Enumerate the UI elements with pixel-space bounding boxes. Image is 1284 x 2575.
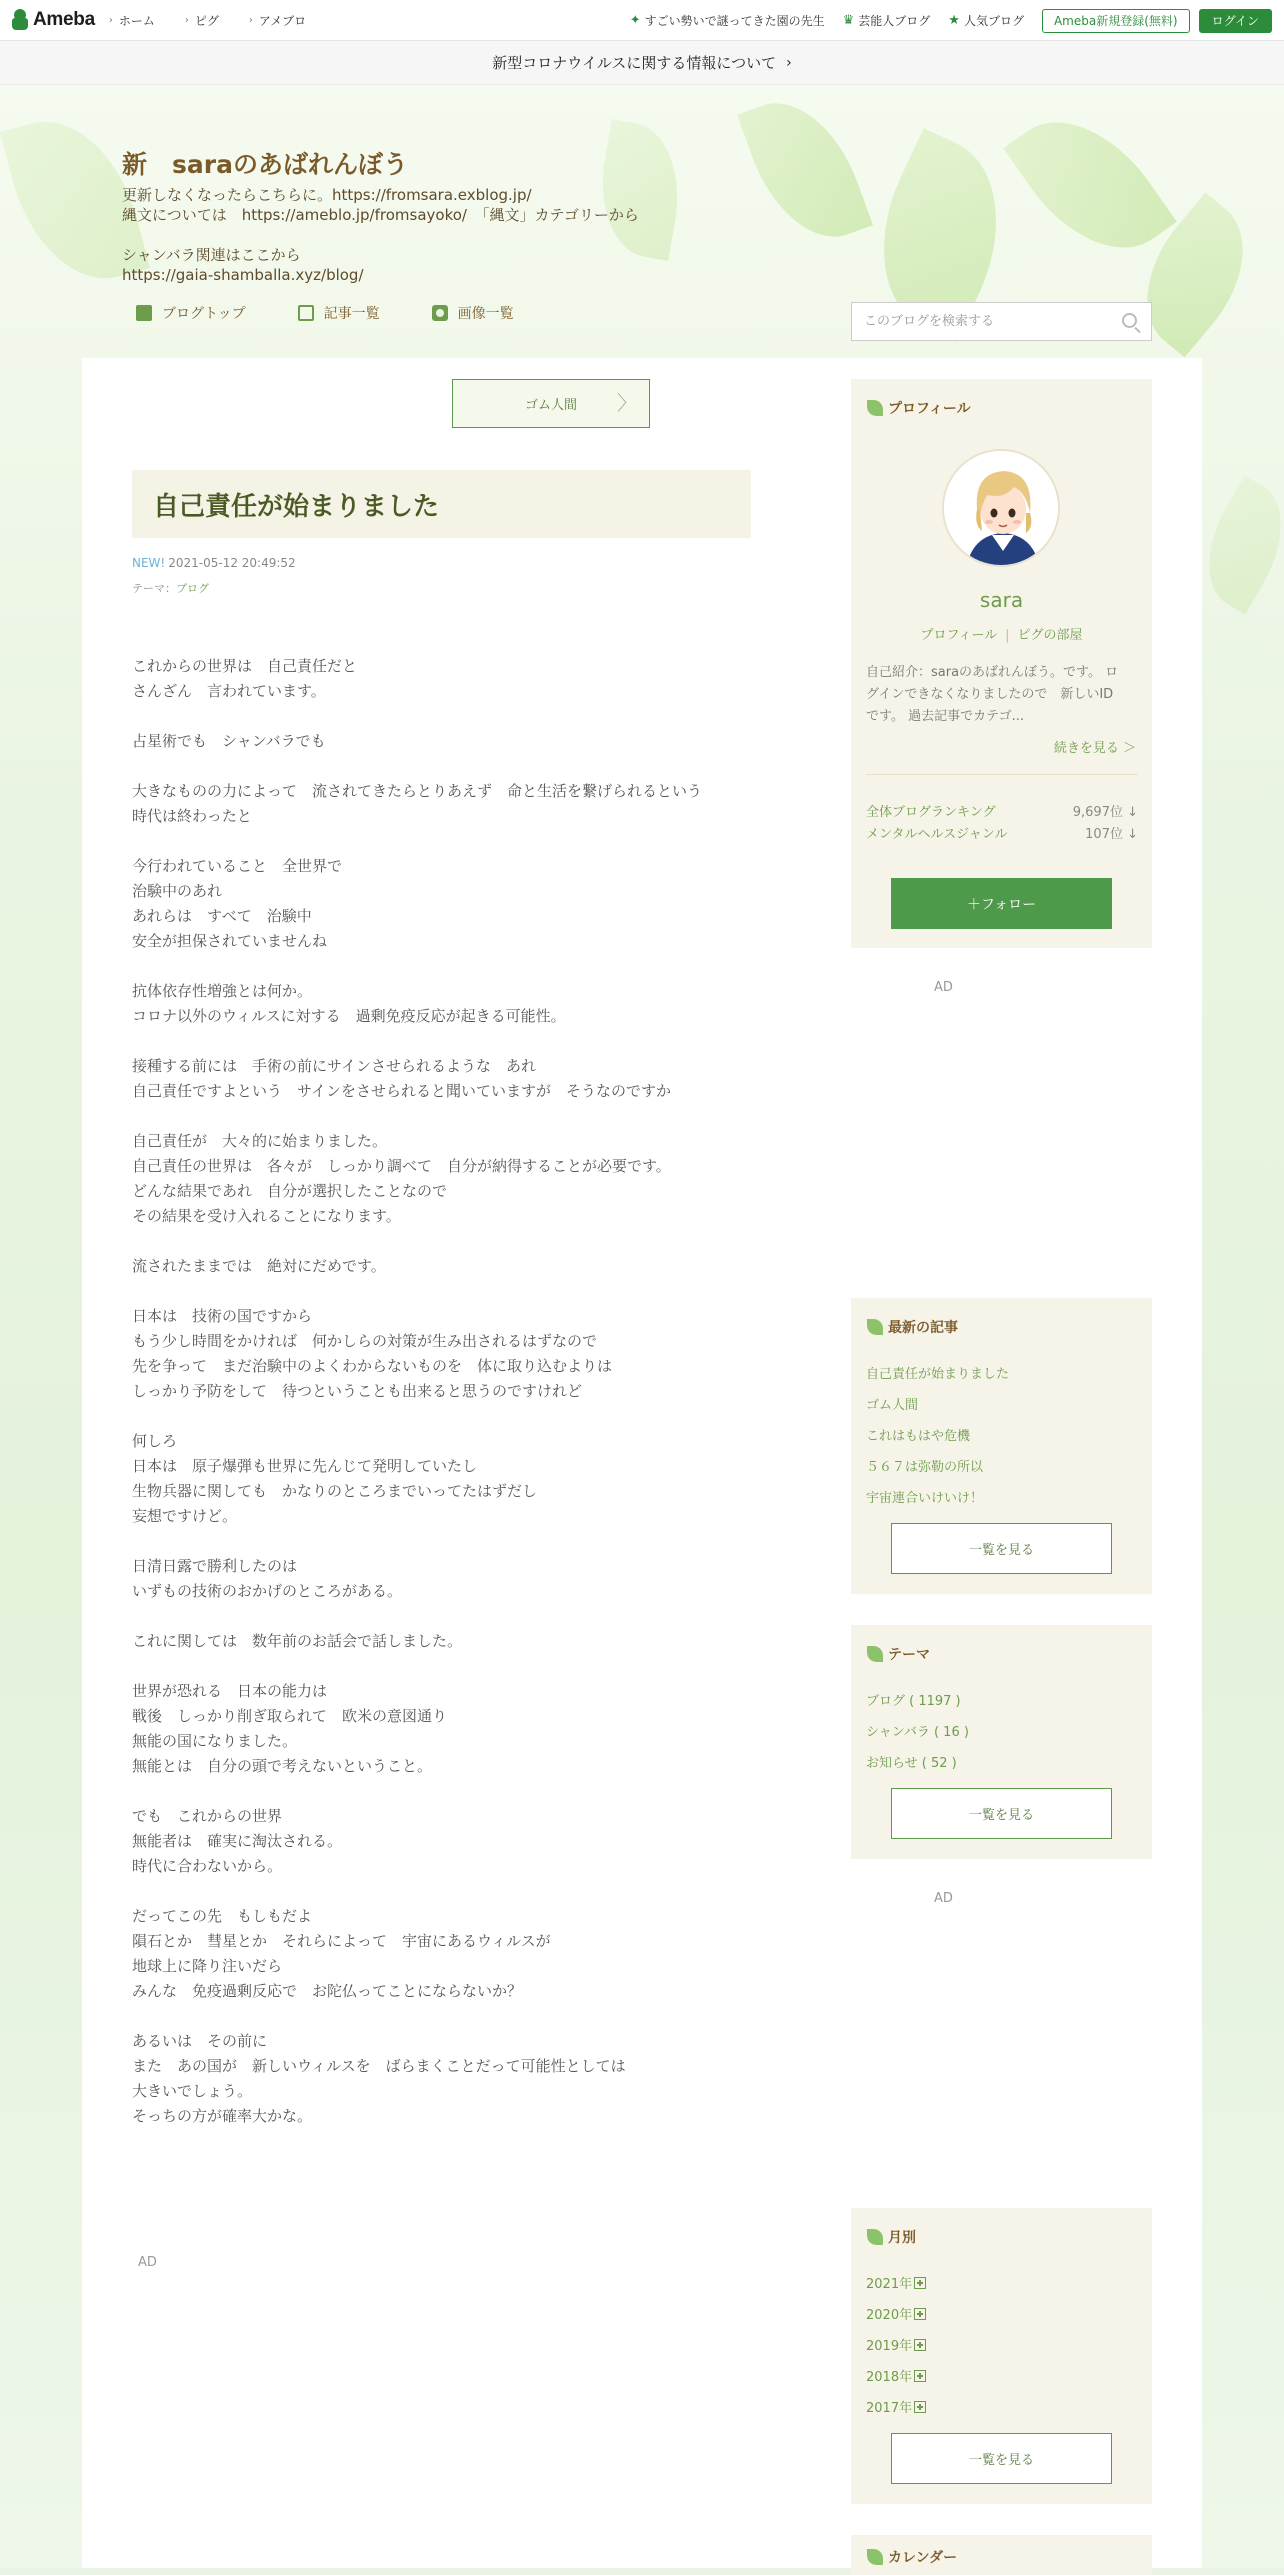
- entry-body-line: その結果を受け入れることになります。: [132, 1207, 401, 1225]
- recent-entries-heading-label: 最新の記事: [888, 1320, 958, 1336]
- entry-body-line: 妄想ですけど。: [132, 1507, 238, 1525]
- recent-entry-link[interactable]: これはもはや危機: [866, 1429, 971, 1444]
- entry-body-line: [132, 1654, 772, 1679]
- blog-description-line: シャンバラ関連はここから: [122, 246, 301, 264]
- entry-body-line: 日本は 技術の国ですから: [132, 1307, 313, 1325]
- themes-more-button[interactable]: 一覧を見る: [891, 1788, 1112, 1839]
- entry-body-line: さんざん 言われています。: [132, 682, 326, 700]
- calendar-heading: [867, 2547, 957, 2567]
- register-button[interactable]: Ameba新規登録(無料): [1042, 9, 1190, 33]
- divider: |: [1005, 628, 1010, 643]
- leaf-icon: [867, 2549, 883, 2565]
- theme-link[interactable]: ブログ ( 1197 ): [866, 1694, 961, 1709]
- ranking-label: メンタルヘルスジャンル: [866, 827, 1008, 842]
- entry-body-line: [132, 704, 772, 729]
- header-link-popular-label: 人気ブログ: [963, 14, 1024, 28]
- entry-body-line: 無能とは 自分の頭で考えないということ。: [132, 1757, 433, 1775]
- monthly-archive-more-button[interactable]: 一覧を見る: [891, 2433, 1112, 2484]
- nav-pigg-label: ピグ: [194, 13, 219, 28]
- entry-body-line: [132, 1779, 772, 1804]
- sparkle-icon: ✦: [629, 13, 641, 28]
- document-icon: [136, 305, 152, 321]
- nav-home[interactable]: [109, 12, 155, 29]
- theme-link[interactable]: お知らせ ( 52 ): [866, 1756, 957, 1771]
- blog-nav-top[interactable]: [136, 303, 246, 323]
- nav-pigg[interactable]: [185, 12, 219, 29]
- ranking-label: 全体ブログランキング: [866, 805, 996, 820]
- expand-plus-icon[interactable]: [914, 2401, 926, 2413]
- month-label: 2019年: [866, 2339, 913, 2354]
- entry-body-line: 今行われていること 全世界で: [132, 857, 343, 875]
- entry-theme-link[interactable]: ブログ: [176, 582, 209, 595]
- monthly-archive-heading: [867, 2227, 916, 2247]
- entry-body-line: 流されたままでは 絶対にだめです。: [132, 1257, 386, 1275]
- entry-body-line: しっかり予防をして 待つということも出来ると思うのですけれど: [132, 1382, 583, 1400]
- entry-body-line: 何しろ: [132, 1432, 178, 1450]
- pigg-room-link[interactable]: ピグの部屋: [1017, 628, 1083, 643]
- search-icon[interactable]: [1122, 313, 1137, 328]
- themes-heading-label: テーマ: [888, 1647, 930, 1663]
- entry-body-line: あるいは その前に: [132, 2032, 268, 2050]
- header-link-celebrity[interactable]: [843, 12, 931, 29]
- blog-nav: [136, 303, 566, 323]
- profile-read-more-link[interactable]: 続きを見る ＞: [1053, 741, 1136, 756]
- entry-body-line: 安全が担保されていませんね: [132, 932, 328, 950]
- blog-nav-images-label: 画像一覧: [457, 306, 514, 322]
- month-label: 2020年: [866, 2308, 913, 2323]
- blog-description-line: 縄文については https://ameblo.jp/fromsayoko/ 「縄文」カテゴリーから: [122, 206, 639, 224]
- profile-description-line: 自己紹介：saraのあばれんぼう。です。 ロ: [866, 665, 1119, 680]
- avatar-illustration-icon: [944, 451, 1060, 567]
- ameba-logo[interactable]: [12, 9, 95, 31]
- ranking-value: 9,697位 ↓: [1072, 805, 1138, 820]
- chevron-right-icon: ›: [108, 14, 113, 26]
- expand-plus-icon[interactable]: [914, 2277, 926, 2289]
- entry-body-line: これからの世界は 自己責任だと: [132, 657, 358, 675]
- recent-entry-link[interactable]: ゴム人間: [866, 1398, 919, 1413]
- profile-description-line: グインできなくなりましたので 新しいID: [866, 687, 1114, 702]
- blog-nav-entries[interactable]: [298, 303, 380, 323]
- nav-home-label: ホーム: [118, 13, 155, 28]
- calendar-box: [851, 2535, 1152, 2575]
- entry-theme: [132, 580, 209, 596]
- entry-body-line: 大きなものの力によって 流されてきたらとりあえず 命と生活を繋げられるという: [132, 782, 703, 800]
- entry-body-line: 無能の国になりました。: [132, 1732, 298, 1750]
- theme-link[interactable]: シャンバラ ( 16 ): [866, 1725, 969, 1740]
- main-container: [82, 358, 1202, 2568]
- previous-entry-button[interactable]: [452, 379, 650, 428]
- entry-body-line: 自己責任が 大々的に始まりました。: [132, 1132, 388, 1150]
- crown-icon: ♛: [842, 13, 855, 28]
- entry-title-box: [132, 470, 751, 538]
- profile-name[interactable]: sara: [979, 588, 1024, 612]
- header-link-popular[interactable]: [948, 12, 1024, 29]
- entry-body-line: [132, 2004, 772, 2029]
- ameba-mark-icon: [12, 9, 28, 31]
- ranking-overall[interactable]: [866, 801, 1138, 820]
- entry-body: [132, 654, 772, 2129]
- monthly-archive-list: [866, 2273, 926, 2428]
- entry-body-line: いずもの技術のおかげのところがある。: [132, 1582, 403, 1600]
- expand-plus-icon[interactable]: [914, 2339, 926, 2351]
- entry-body-line: 自己責任の世界は 各々が しっかり調べて 自分が納得することが必要です。: [132, 1157, 671, 1175]
- previous-entry-title: ゴム人間: [524, 398, 577, 413]
- global-nav: [109, 12, 336, 29]
- header-link-trending-label: すごい勢いで謎ってきた園の先生: [644, 14, 825, 28]
- header-links: [630, 0, 1284, 41]
- entry-body-line: 治験中のあれ: [132, 882, 223, 900]
- entry-body-line: だってこの先 もしもだよ: [132, 1907, 313, 1925]
- monthly-archive-heading-label: 月別: [888, 2230, 916, 2246]
- month-label: 2021年: [866, 2277, 913, 2292]
- entry-date: 2021-05-12 20:49:52: [168, 556, 296, 570]
- entry-body-line: これに関しては 数年前のお話会で話しました。: [132, 1632, 463, 1650]
- profile-links: [851, 624, 1152, 643]
- chevron-right-icon: ›: [184, 14, 189, 26]
- entry-body-line: 先を争って まだ治験中のよくわからないものを 体に取り込むよりは: [132, 1357, 613, 1375]
- covid-notice-text: 新型コロナウイルスに関する情報について: [492, 54, 777, 72]
- entry-body-line: [132, 1604, 772, 1629]
- ranking-value: 107位 ↓: [1085, 827, 1138, 842]
- ad-label: AD: [934, 1891, 953, 1906]
- entry-body-line: 生物兵器に関しても かなりのところまでいってたはずだし: [132, 1482, 538, 1500]
- entry-body-line: 大きいでしょう。: [132, 2082, 253, 2100]
- recent-entry-link[interactable]: 自己責任が始まりました: [866, 1367, 1010, 1382]
- leaf-icon: [867, 400, 883, 416]
- recent-entries-heading: [867, 1317, 958, 1337]
- ranking-genre[interactable]: [866, 823, 1138, 842]
- entry-theme-label: テーマ：: [132, 582, 176, 595]
- entry-title[interactable]: 自己責任が始まりました: [153, 491, 440, 522]
- recent-entries-box: [851, 1298, 1152, 1594]
- monthly-archive-box: [851, 2208, 1152, 2504]
- entry-body-line: [132, 1104, 772, 1129]
- entry-body-line: 接種する前には 手術の前にサインさせられるような あれ: [132, 1057, 536, 1075]
- entry-body-line: [132, 1279, 772, 1304]
- entry-body-line: 日本は 原子爆弾も世界に先んじて発明していたし: [132, 1457, 478, 1475]
- covid-notice-banner[interactable]: [0, 41, 1284, 85]
- new-badge: NEW!: [132, 556, 166, 570]
- recent-entry-link[interactable]: ５６７は弥勒の所以: [866, 1460, 984, 1475]
- profile-link[interactable]: プロフィール: [920, 628, 998, 643]
- list-icon: [298, 305, 314, 321]
- blog-search-input[interactable]: [852, 303, 1102, 340]
- blog-nav-entries-label: 記事一覧: [323, 306, 380, 322]
- login-button[interactable]: ログイン: [1199, 9, 1272, 33]
- blog-nav-top-label: ブログトップ: [162, 306, 246, 322]
- entry-body-line: 隕石とか 彗星とか それらによって 宇宙にあるウィルスが: [132, 1932, 551, 1950]
- entry-body-line: 自己責任ですよという サインをさせられると聞いていますが そうなのですか: [132, 1082, 671, 1100]
- profile-heading: [867, 398, 971, 418]
- entry-body-line: 時代に合わないから。: [132, 1857, 283, 1875]
- blog-description-line: https://gaia-shamballa.xyz/blog/: [122, 266, 364, 284]
- themes-list: [866, 1690, 969, 1783]
- entry-body-line: 地球上に降り注いだら: [132, 1957, 283, 1975]
- entry-body-line: 抗体依存性増強とは何か。: [132, 982, 313, 1000]
- entry-body-line: 時代は終わったと: [132, 807, 252, 825]
- avatar[interactable]: [942, 449, 1060, 567]
- global-header: [0, 0, 1284, 41]
- entry-body-line: コロナ以外のウィルスに対する 過剰免疫反応が起きる可能性。: [132, 1007, 566, 1025]
- entry-body-line: [132, 829, 772, 854]
- entry-body-line: そっちの方が確率大かな。: [132, 2107, 313, 2125]
- chevron-right-icon: 〉: [617, 391, 637, 415]
- header-link-trending[interactable]: [630, 12, 825, 29]
- entry-body-line: [132, 1879, 772, 1904]
- calendar-heading-label: カレンダー: [888, 2550, 958, 2566]
- month-item[interactable]: [866, 2304, 926, 2335]
- entry-body-line: あれらは すべて 治験中: [132, 907, 312, 925]
- entry-body-line: 日清日露で勝利したのは: [132, 1557, 298, 1575]
- divider: [866, 774, 1138, 775]
- blog-title[interactable]: 新 saraのあばれんぼう: [122, 150, 408, 179]
- blog-nav-images[interactable]: [432, 303, 514, 323]
- month-item[interactable]: [866, 2335, 926, 2366]
- follow-button[interactable]: ＋フォロー: [891, 878, 1112, 929]
- leaf-icon: [867, 1319, 883, 1335]
- entry-body-line: [132, 754, 772, 779]
- expand-plus-icon[interactable]: [914, 2370, 926, 2382]
- ad-label: AD: [138, 2255, 157, 2270]
- month-label: 2017年: [866, 2401, 913, 2416]
- recent-entries-more-button[interactable]: 一覧を見る: [891, 1523, 1112, 1574]
- month-item[interactable]: [866, 2366, 926, 2397]
- month-item[interactable]: [866, 2397, 926, 2428]
- leaf-icon: [867, 1646, 883, 1662]
- month-label: 2018年: [866, 2370, 913, 2385]
- entry-meta: [132, 556, 296, 570]
- entry-body-line: [132, 1029, 772, 1054]
- profile-description: [866, 662, 1138, 728]
- month-item[interactable]: [866, 2273, 926, 2304]
- profile-description-line: です。 過去記事でカテゴ...: [866, 709, 1024, 724]
- nav-ameblo[interactable]: [249, 12, 306, 29]
- themes-heading: [867, 1644, 930, 1664]
- entry-body-line: また あの国が 新しいウィルスを ばらまくことだって可能性としては: [132, 2057, 626, 2075]
- entry-body-line: [132, 1229, 772, 1254]
- ad-label: AD: [934, 980, 953, 995]
- recent-entry-link[interactable]: 宇宙連合いけいけ！: [866, 1491, 984, 1506]
- entry-body-line: 戦後 しっかり削ぎ取られて 欧米の意図通り: [132, 1707, 448, 1725]
- entry-body-line: [132, 1404, 772, 1429]
- ameba-logo-text: Ameba: [33, 9, 95, 30]
- entry-body-line: [132, 1529, 772, 1554]
- camera-icon: [432, 305, 448, 321]
- profile-box: [851, 379, 1152, 948]
- nav-ameblo-label: アメブロ: [258, 13, 307, 28]
- themes-box: [851, 1625, 1152, 1859]
- entry-body-line: [132, 954, 772, 979]
- entry-body-line: 占星術でも シャンバラでも: [132, 732, 326, 750]
- header-link-celebrity-label: 芸能人ブログ: [858, 14, 931, 28]
- leaf-decoration: [1003, 91, 1177, 279]
- blog-description: [122, 185, 639, 285]
- star-icon: ★: [948, 13, 960, 28]
- blog-description-line: [122, 225, 639, 245]
- recent-entries-list: [866, 1363, 1009, 1518]
- blog-search: [851, 302, 1152, 341]
- leaf-icon: [867, 2229, 883, 2245]
- entry-body-line: 世界が恐れる 日本の能力は: [132, 1682, 328, 1700]
- entry-body-line: みんな 免疫過剰反応で お陀仏ってことにならないか？: [132, 1982, 523, 2000]
- leaf-decoration: [737, 85, 873, 256]
- expand-plus-icon[interactable]: [914, 2308, 926, 2320]
- profile-heading-label: プロフィール: [888, 401, 971, 417]
- blog-description-line: 更新しなくなったらこちらに。https://fromsara.exblog.jp/: [122, 186, 532, 204]
- entry-body-line: もう少し時間をかければ 何かしらの対策が生み出されるはずなので: [132, 1332, 598, 1350]
- chevron-right-icon: ›: [248, 14, 253, 26]
- entry-body-line: どんな結果であれ 自分が選択したことなので: [132, 1182, 448, 1200]
- entry-body-line: でも これからの世界: [132, 1807, 283, 1825]
- entry-body-line: 無能者は 確実に淘汰される。: [132, 1832, 343, 1850]
- chevron-right-icon: ›: [786, 54, 792, 71]
